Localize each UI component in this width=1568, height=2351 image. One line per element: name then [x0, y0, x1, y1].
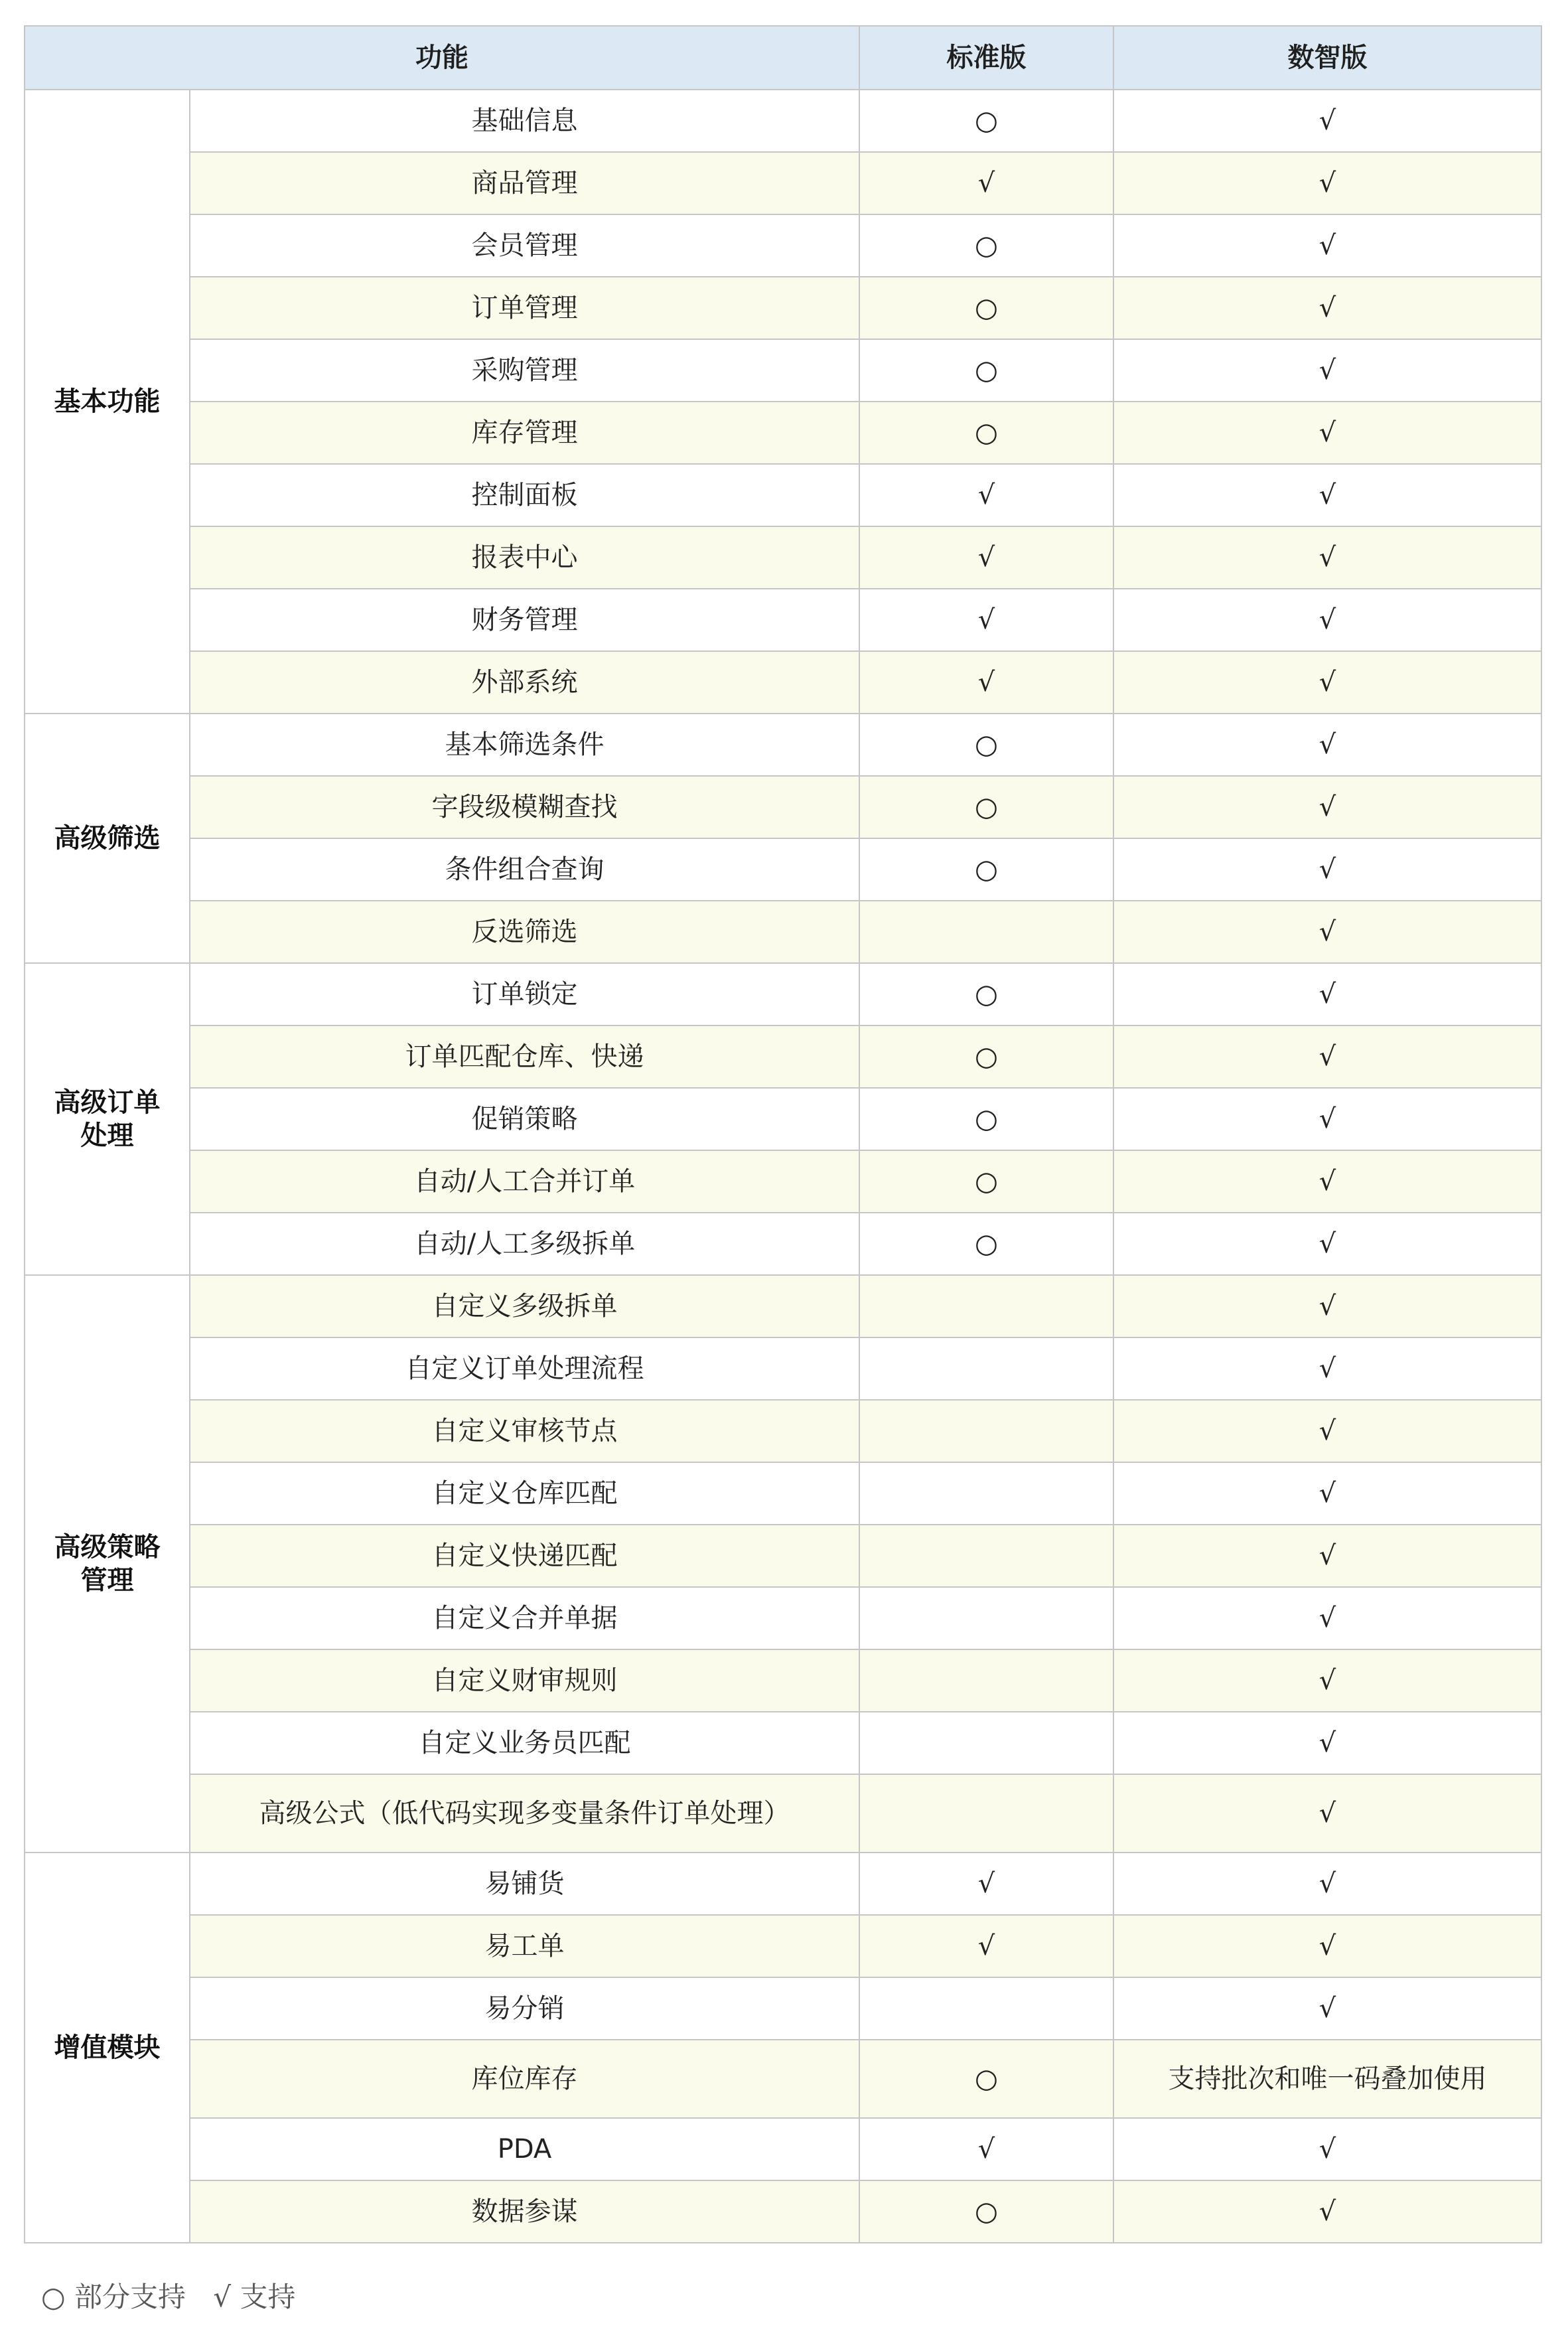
table-row: [25, 1525, 1541, 1587]
category-label: 增值模块: [54, 2032, 161, 2063]
feature-name-cell: 易分销: [190, 1977, 859, 2040]
standard-edition-cell: [859, 1462, 1113, 1525]
standard-edition-cell: ○: [859, 776, 1113, 838]
standard-edition-cell: [859, 1400, 1113, 1462]
smart-edition-cell: √: [1113, 1712, 1541, 1774]
table-row: [25, 464, 1541, 526]
feature-name-cell: 自定义订单处理流程: [190, 1337, 859, 1400]
table-row: [25, 1712, 1541, 1774]
feature-name-cell: 报表中心: [190, 526, 859, 589]
smart-edition-cell: √: [1113, 589, 1541, 651]
table-row: [25, 1649, 1541, 1712]
smart-edition-cell: √: [1113, 214, 1541, 277]
smart-edition-cell: √: [1113, 1853, 1541, 1915]
feature-name-cell: 订单管理: [190, 277, 859, 339]
standard-edition-cell: ○: [859, 339, 1113, 402]
standard-edition-cell: [859, 1525, 1113, 1587]
feature-name-cell: PDA: [190, 2118, 859, 2180]
feature-name-cell: 商品管理: [190, 152, 859, 214]
standard-edition-cell: ○: [859, 1025, 1113, 1088]
header-feature: 功能: [25, 26, 859, 90]
feature-name-cell: 自定义合并单据: [190, 1587, 859, 1649]
standard-edition-cell: [859, 1337, 1113, 1400]
smart-edition-cell: √: [1113, 1525, 1541, 1587]
table-body: [25, 90, 1541, 2243]
legend-partial-support: ○ 部分支持: [41, 2281, 186, 2313]
table-row: [25, 901, 1541, 963]
standard-edition-cell: [859, 1649, 1113, 1712]
table-row: [25, 90, 1541, 152]
feature-name-cell: 字段级模糊查找: [190, 776, 859, 838]
table-row: [25, 776, 1541, 838]
category-cell: [25, 714, 190, 963]
feature-name-cell: 库存管理: [190, 402, 859, 464]
table-row: [25, 838, 1541, 901]
feature-name-cell: 订单锁定: [190, 963, 859, 1025]
standard-edition-cell: √: [859, 589, 1113, 651]
standard-edition-cell: ○: [859, 90, 1113, 152]
table-row: [25, 1088, 1541, 1150]
smart-edition-cell: √: [1113, 152, 1541, 214]
standard-edition-cell: ○: [859, 2040, 1113, 2118]
feature-name-cell: 数据参谋: [190, 2180, 859, 2243]
table-row: [25, 277, 1541, 339]
standard-edition-cell: √: [859, 1915, 1113, 1977]
legend: [41, 2275, 314, 2315]
feature-name-cell: 自定义仓库匹配: [190, 1462, 859, 1525]
table-row: [25, 1275, 1541, 1337]
table-header-row: [25, 26, 1541, 90]
table-row: [25, 1462, 1541, 1525]
feature-name-cell: 自动/人工合并订单: [190, 1150, 859, 1213]
table-row: [25, 589, 1541, 651]
standard-edition-cell: √: [859, 464, 1113, 526]
standard-edition-cell: [859, 1712, 1113, 1774]
table-row: [25, 214, 1541, 277]
header-standard-edition: 标准版: [859, 26, 1113, 90]
feature-name-cell: 基本筛选条件: [190, 714, 859, 776]
smart-edition-cell: √: [1113, 339, 1541, 402]
smart-edition-cell: √: [1113, 1915, 1541, 1977]
standard-edition-cell: [859, 1774, 1113, 1853]
feature-name-cell: 外部系统: [190, 651, 859, 714]
feature-name-cell: 促销策略: [190, 1088, 859, 1150]
standard-edition-cell: √: [859, 152, 1113, 214]
smart-edition-cell: √: [1113, 1649, 1541, 1712]
feature-name-cell: 自定义财审规则: [190, 1649, 859, 1712]
feature-name-cell: 反选筛选: [190, 901, 859, 963]
smart-edition-cell: √: [1113, 1587, 1541, 1649]
smart-edition-cell: √: [1113, 1977, 1541, 2040]
feature-name-cell: 自动/人工多级拆单: [190, 1213, 859, 1275]
table-row: [25, 963, 1541, 1025]
smart-edition-cell: √: [1113, 838, 1541, 901]
smart-edition-cell: √: [1113, 1088, 1541, 1150]
feature-name-cell: 库位库存: [190, 2040, 859, 2118]
smart-edition-cell: √: [1113, 776, 1541, 838]
category-label: 高级订单: [54, 1087, 161, 1118]
smart-edition-cell: √: [1113, 1337, 1541, 1400]
category-cell: [25, 1853, 190, 2243]
standard-edition-cell: √: [859, 1853, 1113, 1915]
smart-edition-cell: √: [1113, 402, 1541, 464]
legend-full-support: √ 支持: [213, 2281, 296, 2313]
category-cell: [25, 90, 190, 714]
standard-edition-cell: √: [859, 651, 1113, 714]
table-row: [25, 1025, 1541, 1088]
table-row: [25, 402, 1541, 464]
category-label: 高级筛选: [54, 823, 161, 854]
smart-edition-cell: √: [1113, 714, 1541, 776]
smart-edition-cell: √: [1113, 2180, 1541, 2243]
standard-edition-cell: ○: [859, 1088, 1113, 1150]
standard-edition-cell: ○: [859, 963, 1113, 1025]
table-row: [25, 1977, 1541, 2040]
table-row: [25, 1213, 1541, 1275]
feature-name-cell: 财务管理: [190, 589, 859, 651]
feature-name-cell: 自定义审核节点: [190, 1400, 859, 1462]
category-label: 处理: [80, 1120, 134, 1151]
standard-edition-cell: [859, 1977, 1113, 2040]
feature-name-cell: 条件组合查询: [190, 838, 859, 901]
feature-comparison-table: [24, 25, 1542, 2243]
smart-edition-cell: √: [1113, 1213, 1541, 1275]
smart-edition-cell: √: [1113, 526, 1541, 589]
smart-edition-cell: √: [1113, 651, 1541, 714]
table-row: [25, 152, 1541, 214]
header-smart-edition: 数智版: [1113, 26, 1541, 90]
feature-name-cell: 自定义业务员匹配: [190, 1712, 859, 1774]
standard-edition-cell: ○: [859, 838, 1113, 901]
standard-edition-cell: ○: [859, 214, 1113, 277]
standard-edition-cell: ○: [859, 2180, 1113, 2243]
smart-edition-cell: 支持批次和唯一码叠加使用: [1113, 2040, 1541, 2118]
table-row: [25, 651, 1541, 714]
standard-edition-cell: [859, 901, 1113, 963]
standard-edition-cell: √: [859, 2118, 1113, 2180]
table-row: [25, 339, 1541, 402]
feature-name-cell: 自定义多级拆单: [190, 1275, 859, 1337]
feature-name-cell: 控制面板: [190, 464, 859, 526]
table-row: [25, 2118, 1541, 2180]
smart-edition-cell: √: [1113, 1400, 1541, 1462]
smart-edition-cell: √: [1113, 277, 1541, 339]
table-row: [25, 2180, 1541, 2243]
smart-edition-cell: √: [1113, 2118, 1541, 2180]
table-row: [25, 1587, 1541, 1649]
standard-edition-cell: ○: [859, 277, 1113, 339]
standard-edition-cell: ○: [859, 1213, 1113, 1275]
table-row: [25, 1774, 1541, 1853]
feature-name-cell: 基础信息: [190, 90, 859, 152]
table-row: [25, 1853, 1541, 1915]
smart-edition-cell: √: [1113, 1774, 1541, 1853]
category-cell: [25, 1275, 190, 1853]
smart-edition-cell: √: [1113, 1275, 1541, 1337]
smart-edition-cell: √: [1113, 1150, 1541, 1213]
table-row: [25, 526, 1541, 589]
standard-edition-cell: ○: [859, 402, 1113, 464]
table-row: [25, 1915, 1541, 1977]
feature-name-cell: 易工单: [190, 1915, 859, 1977]
standard-edition-cell: [859, 1587, 1113, 1649]
feature-name-cell: 易铺货: [190, 1853, 859, 1915]
smart-edition-cell: √: [1113, 963, 1541, 1025]
feature-name-cell: 订单匹配仓库、快递: [190, 1025, 859, 1088]
smart-edition-cell: √: [1113, 901, 1541, 963]
smart-edition-cell: √: [1113, 90, 1541, 152]
smart-edition-cell: √: [1113, 1462, 1541, 1525]
table-row: [25, 2040, 1541, 2118]
table-row: [25, 714, 1541, 776]
feature-name-cell: 会员管理: [190, 214, 859, 277]
feature-name-cell: 采购管理: [190, 339, 859, 402]
category-label: 高级策略: [54, 1532, 161, 1562]
table-row: [25, 1150, 1541, 1213]
smart-edition-cell: √: [1113, 1025, 1541, 1088]
category-label: 管理: [80, 1565, 134, 1596]
feature-name-cell: 高级公式（低代码实现多变量条件订单处理）: [190, 1774, 859, 1853]
table-row: [25, 1400, 1541, 1462]
table-row: [25, 1337, 1541, 1400]
category-cell: [25, 963, 190, 1275]
smart-edition-cell: √: [1113, 464, 1541, 526]
standard-edition-cell: ○: [859, 1150, 1113, 1213]
standard-edition-cell: [859, 1275, 1113, 1337]
category-label: 基本功能: [54, 386, 161, 417]
standard-edition-cell: √: [859, 526, 1113, 589]
feature-name-cell: 自定义快递匹配: [190, 1525, 859, 1587]
standard-edition-cell: ○: [859, 714, 1113, 776]
